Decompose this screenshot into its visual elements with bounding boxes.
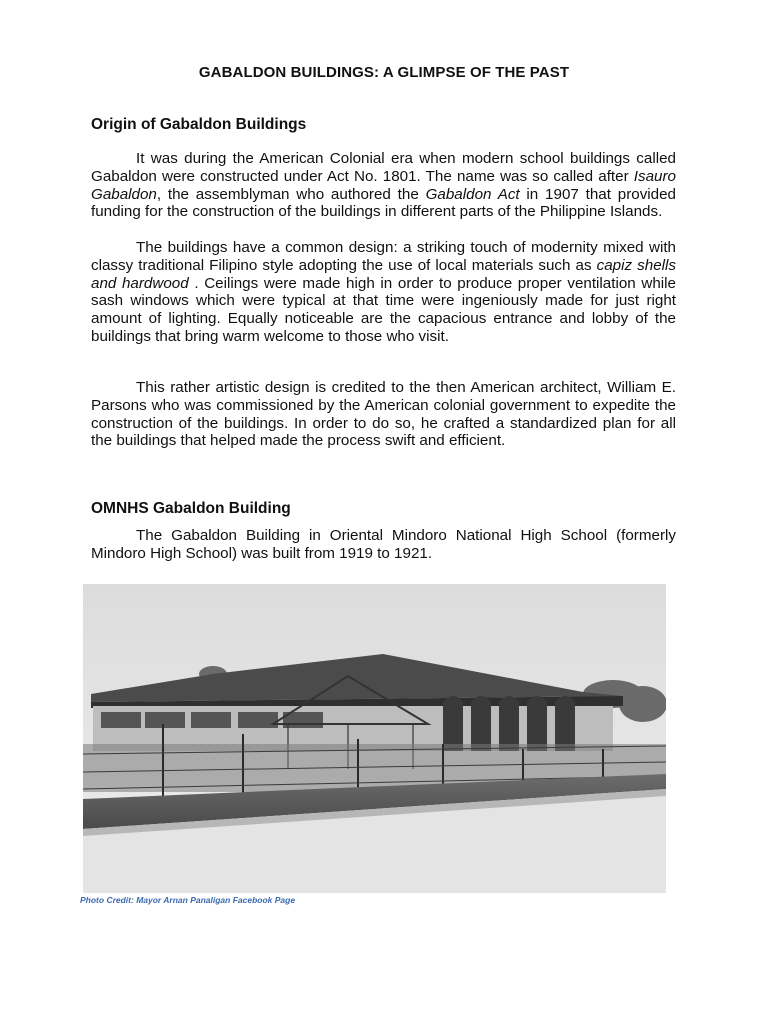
photo-illustration: [83, 584, 666, 893]
paragraph-origin-3: This rather artistic design is credited to the then American architect, William E. Parsons who was commissioned by the American colonial government to expedite the construction of the buildings. In order to do so, he crafted a standardized plan for all the buildings that helped made the process swift and efficient.: [91, 379, 676, 450]
italic-gabaldon-act: Gabaldon Act: [425, 185, 520, 203]
section-heading-origin: Origin of Gabaldon Buildings: [91, 116, 307, 133]
text-run: The buildings have a common design: a striking touch of modernity mixed with classy traditional Filipino style adopting the use of local materials such as: [91, 239, 676, 274]
paragraph-origin-2: [91, 239, 676, 346]
paragraph-origin-1: [91, 150, 676, 221]
page-title: GABALDON BUILDINGS: A GLIMPSE OF THE PAST: [198, 64, 570, 81]
italic-name-gabaldon: Isauro Gabaldon: [91, 167, 676, 203]
section-heading-omnhs: OMNHS Gabaldon Building: [91, 500, 291, 517]
paragraph-omnhs-1: The Gabaldon Building in Oriental Mindoro National High School (formerly Mindoro High School) was built from 1919 to 1921.: [91, 527, 676, 562]
text-run: , the assemblyman who authored the: [156, 185, 426, 203]
text-run: . Ceilings were made high in order to produce proper ventilation while sash windows which were typical at that time were ingeniously made for just right amount of lighting. Equally noticeable are the capacious entrance and lobby of the buildings that bring warm welcome to those who visit.: [91, 274, 676, 345]
historic-building-photo: [83, 584, 666, 893]
photo-credit: Photo Credit: Mayor Arnan Panaligan Facebook Page: [80, 895, 296, 905]
text-run: in 1907 that provided funding for the construction of the buildings in different parts of the Philippine Islands.: [91, 185, 677, 221]
italic-materials: capiz shells and hardwood: [91, 256, 676, 292]
text-run: It was during the American Colonial era when modern school buildings called Gabaldon were constructed under Act No. 1801. The name was so called after: [91, 150, 676, 185]
